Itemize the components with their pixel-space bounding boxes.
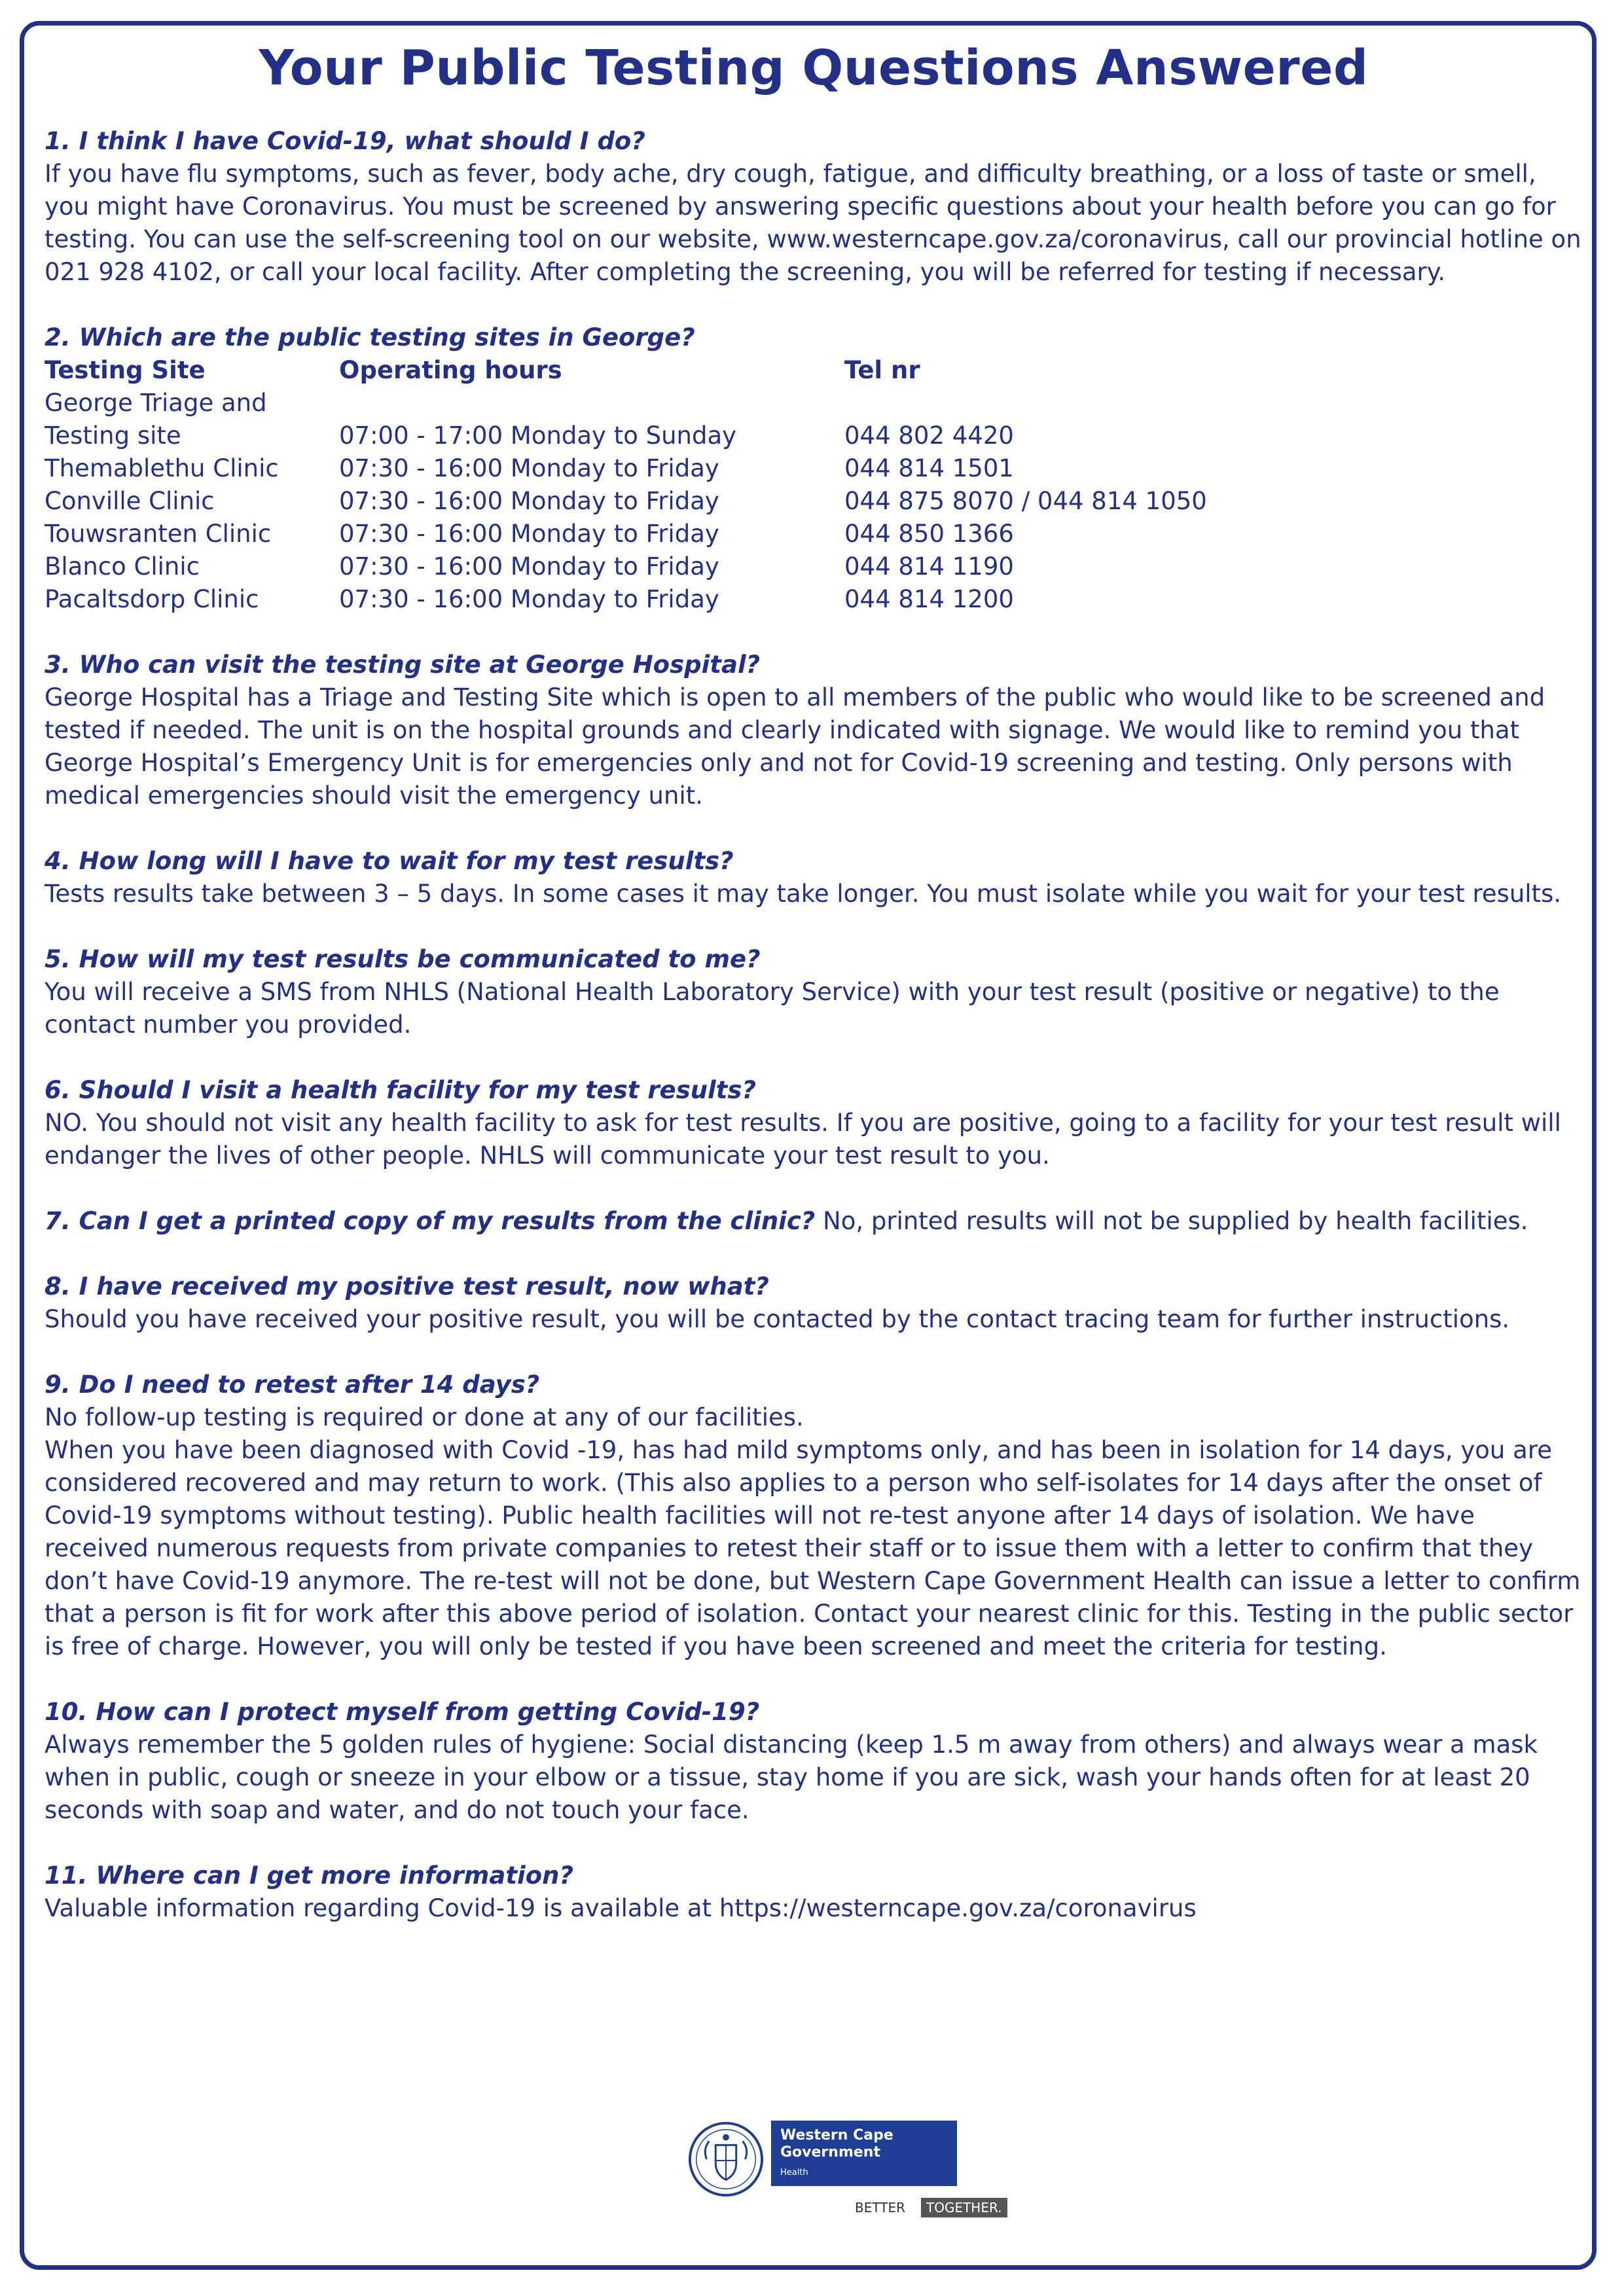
question: 8. I have received my positive test result, now what? (45, 1272, 769, 1300)
site-cell: Touwsranten Clinic (45, 519, 272, 548)
question: 4. How long will I have to wait for my test results? (45, 846, 734, 875)
table-row (45, 420, 1207, 452)
site-cell: Conville Clinic (45, 486, 215, 515)
table-row (45, 518, 1207, 550)
site-cell: Testing site (45, 421, 181, 450)
question: 5. How will my test results be communicated to me? (45, 944, 761, 973)
faq-item-6 (45, 1074, 1583, 1172)
answer: Valuable information regarding Covid-19 is available at https://westerncape.gov.za/coronavirus (45, 1893, 1197, 1922)
faq-item-2 (45, 321, 1583, 616)
answer: Always remember the 5 golden rules of hygiene: Social distancing (keep 1.5 m away from others) and always wear a mask when in public, cough or sneeze in your elbow or a tissue, stay home if you are sick, wash your hands often for at least 20 seconds with soap and water, and do not touch your face. (45, 1730, 1538, 1824)
site-cell: Blanco Clinic (45, 552, 200, 581)
western-cape-government-logo (687, 2121, 1034, 2225)
hours-cell: 07:30 - 16:00 Monday to Friday (339, 454, 719, 482)
answer: Should you have received your positive result, you will be contacted by the contact tracing team for further instructions. (45, 1304, 1510, 1333)
hours-cell: 07:30 - 16:00 Monday to Friday (339, 552, 719, 581)
site-cell: George Triage and (45, 388, 267, 417)
faq-item-4 (45, 845, 1583, 910)
tagline-better: BETTER (855, 2200, 905, 2215)
table-row (45, 583, 1207, 616)
faq-item-5 (45, 943, 1583, 1041)
tel-cell: 044 814 1200 (844, 584, 1014, 613)
tel-cell: 044 814 1190 (844, 552, 1014, 581)
question: 7. Can I get a printed copy of my results from the clinic? (45, 1206, 816, 1235)
faq-item-9 (45, 1369, 1583, 1663)
answer: George Hospital has a Triage and Testing Site which is open to all members of the public who would like to be screened and tested if needed. The unit is on the hospital grounds and clearly indicated with signage. We would like to remind you that George Hospital’s Emergency Unit is for emergencies only and not for Covid-19 screening and testing. Only persons with medical emergencies should visit the emergency unit. (45, 683, 1545, 810)
tel-cell: 044 802 4420 (844, 421, 1014, 450)
tel-cell (837, 387, 1207, 420)
faq-item-3 (45, 649, 1583, 812)
document-body (45, 38, 1583, 1958)
logo-department: Health (780, 2168, 808, 2178)
site-cell: Pacaltsdorp Clinic (45, 584, 259, 613)
answer: No, printed results will not be supplied by health facilities. (823, 1206, 1528, 1235)
column-header-hours: Operating hours (339, 355, 562, 384)
hours-cell (339, 387, 837, 420)
question: 11. Where can I get more information? (45, 1861, 573, 1890)
table-row (45, 387, 1207, 420)
hours-cell: 07:00 - 17:00 Monday to Sunday (339, 421, 737, 450)
answer: NO. You should not visit any health facility to ask for test results. If you are positive, going to a facility for your test result will endanger the lives of other people. NHLS will communicate your test result to you. (45, 1108, 1561, 1170)
question: 2. Which are the public testing sites in George? (45, 323, 695, 351)
question: 10. How can I protect myself from getting Covid-19? (45, 1697, 760, 1726)
hours-cell: 07:30 - 16:00 Monday to Friday (339, 486, 719, 515)
answer: If you have flu symptoms, such as fever, body ache, dry cough, fatigue, and difficulty breathing, or a loss of taste or smell, you might have Coronavirus. You must be screened by answering specific questions about your health before you can go for testing. You can use the self-screening tool on our website, www.westerncape.gov.za/coronavirus, call our provincial hotline on 021 928 4102, or call your local facility. After completing the screening, you will be referred for testing if necessary. (45, 159, 1581, 286)
logo-org-name: Western Cape Government (780, 2127, 893, 2161)
question: 1. I think I have Covid-19, what should I do? (45, 126, 645, 155)
answer-line-1: No follow-up testing is required or done at any of our facilities. (45, 1403, 804, 1431)
answer-line-2: When you have been diagnosed with Covid -19, has had mild symptoms only, and has been in isolation for 14 days, you are considered recovered and may return to work. (This also applies to a person who self-isolates for 14 days after the onset of Covid-19 symptoms without testing). Public health facilities will not re-test anyone after 14 days of isolation. We have received numerous requests from private companies to retest their staff or to issue them with a letter to confirm that they don’t have Covid-19 anymore. The re-test will not be done, but Western Cape Government Health can issue a letter to confirm that a person is fit for work after this above period of isolation. Contact your nearest clinic for this. Testing in the public sector is free of charge. However, you will only be tested if you have been screened and meet the criteria for testing. (45, 1435, 1581, 1660)
faq-item-8 (45, 1270, 1583, 1336)
hours-cell: 07:30 - 16:00 Monday to Friday (339, 584, 719, 613)
question: 3. Who can visit the testing site at George Hospital? (45, 650, 761, 679)
tel-cell: 044 875 8070 / 044 814 1050 (844, 486, 1207, 515)
faq-item-1 (45, 125, 1583, 289)
question: 9. Do I need to retest after 14 days? (45, 1370, 540, 1399)
testing-sites-table (45, 354, 1207, 616)
tagline-together: TOGETHER. (921, 2198, 1007, 2217)
column-header-tel: Tel nr (844, 355, 920, 384)
table-row (45, 452, 1207, 485)
tel-cell: 044 850 1366 (844, 519, 1014, 548)
answer: You will receive a SMS from NHLS (National Health Laboratory Service) with your test result (positive or negative) to the contact number you provided. (45, 977, 1500, 1039)
faq-item-11 (45, 1859, 1583, 1925)
faq-item-7 (45, 1205, 1583, 1238)
faq-item-10 (45, 1696, 1583, 1827)
tel-cell: 044 814 1501 (844, 454, 1014, 482)
column-header-site: Testing Site (45, 355, 206, 384)
table-row (45, 550, 1207, 583)
site-cell: Themablethu Clinic (45, 454, 279, 482)
page-title: Your Public Testing Questions Answered (259, 40, 1369, 96)
answer: Tests results take between 3 – 5 days. In some cases it may take longer. You must isolate while you wait for your test results. (45, 879, 1562, 908)
logo-banner (771, 2121, 957, 2186)
hours-cell: 07:30 - 16:00 Monday to Friday (339, 519, 719, 548)
question: 6. Should I visit a health facility for my test results? (45, 1075, 756, 1104)
coat-of-arms-icon (687, 2121, 765, 2198)
table-header-row (45, 354, 1207, 387)
table-row (45, 485, 1207, 518)
